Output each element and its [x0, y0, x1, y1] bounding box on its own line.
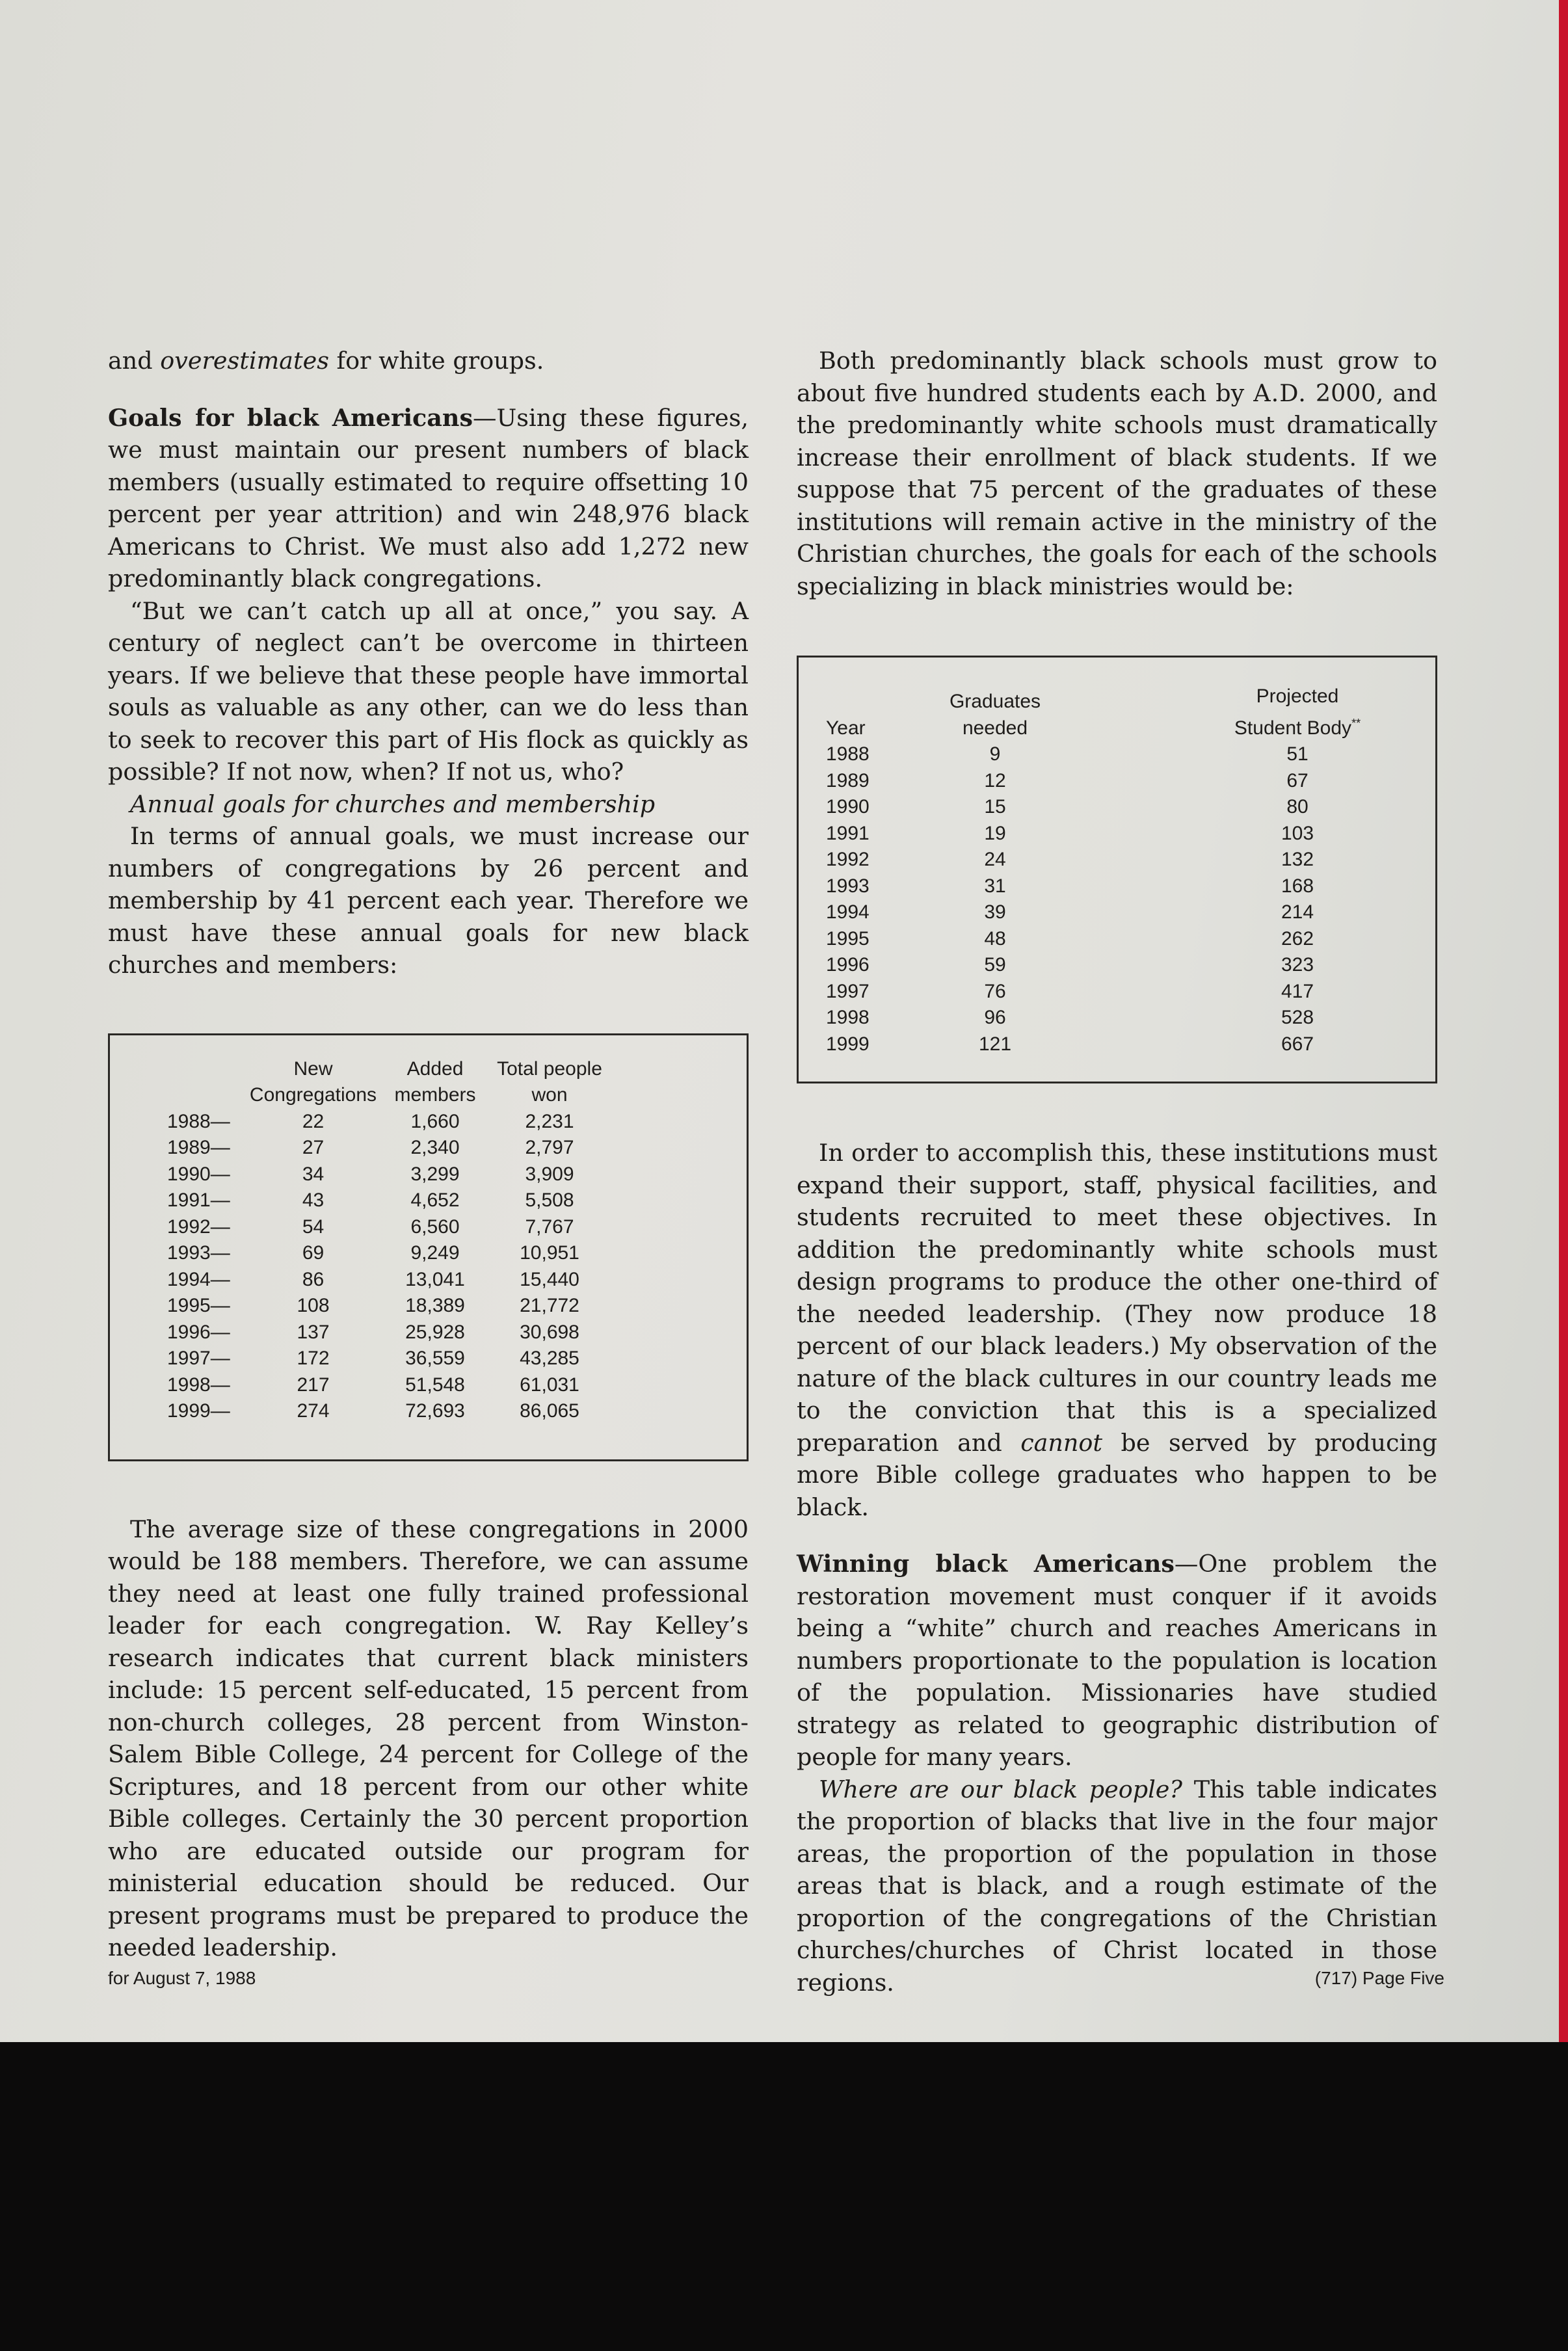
school-row	[799, 741, 1435, 768]
new-congregations-cell: 86	[302, 1268, 325, 1290]
year-header: Year	[826, 717, 866, 739]
intro-paragraph: and overestimates for white groups.	[108, 347, 544, 375]
student-body-cell: 262	[1281, 927, 1314, 950]
congregation-row	[110, 1372, 747, 1399]
graduates-cell: 9	[989, 743, 1001, 765]
congregation-row	[110, 1320, 747, 1346]
school-row	[799, 952, 1435, 979]
total-won-header: Total people won	[497, 1057, 602, 1106]
total-won-cell: 86,065	[520, 1400, 579, 1422]
added-members-cell: 36,559	[405, 1348, 465, 1369]
student-body-cell: 67	[1286, 769, 1309, 791]
total-won-cell: 5,508	[525, 1189, 574, 1211]
graduates-cell: 59	[984, 954, 1006, 976]
catchup-paragraph: “But we can’t catch up all at once,” you say. A century of neglect can’t be overcome in thirteen years. If we believe that these people have immortal souls as valuable as any other, can we do less than to seek to recover this part of His flock as quickly as possible? If not now, when? If not us, who?	[108, 596, 749, 786]
where-paragraph: Where are our black people? This table indicates the proportion of blacks that live in the four major areas, the proportion of the population in those areas that is black, and a rough estimate of the proportion of the congregations of the Christian churches/churches of Christ located in those regions.	[797, 1775, 1437, 1997]
school-row	[799, 899, 1435, 926]
added-members-cell: 51,548	[405, 1374, 465, 1396]
school-row	[799, 979, 1435, 1005]
footnote-mark: **	[1351, 716, 1361, 730]
added-members-cell: 6,560	[410, 1215, 460, 1238]
year-cell: 1992	[826, 849, 870, 870]
total-won-cell: 61,031	[520, 1374, 579, 1396]
footer-page-number: (717) Page Five	[1314, 1968, 1444, 1988]
school-row	[799, 1031, 1435, 1058]
student-body-cell: 103	[1281, 822, 1314, 844]
school-row	[799, 847, 1435, 873]
graduates-cell: 76	[984, 980, 1006, 1002]
new-congregations-cell: 22	[302, 1110, 325, 1132]
graduates-cell: 48	[984, 927, 1006, 950]
added-members-cell: 2,340	[410, 1137, 460, 1158]
added-members-cell: 13,041	[405, 1268, 465, 1290]
added-members-cell: 4,652	[410, 1189, 460, 1211]
added-members-cell: 18,389	[405, 1295, 465, 1316]
congregation-goals-table	[108, 1033, 749, 1461]
winning-heading: Winning black Americans	[797, 1550, 1175, 1578]
right-column	[797, 345, 1437, 1999]
year-cell: 1990—	[167, 1163, 230, 1185]
congregation-row	[110, 1135, 747, 1162]
year-cell: 1998	[826, 1007, 870, 1028]
year-cell: 1993—	[167, 1242, 230, 1264]
graduates-cell: 15	[984, 796, 1006, 817]
total-won-cell: 43,285	[520, 1348, 579, 1369]
year-cell: 1994—	[167, 1268, 230, 1290]
year-header	[167, 1056, 246, 1109]
student-body-header: Projected Student Body**	[1234, 685, 1361, 739]
year-cell: 1995—	[167, 1295, 230, 1316]
congregation-row	[110, 1398, 747, 1425]
year-cell: 1995	[826, 927, 870, 950]
graduates-cell: 39	[984, 901, 1006, 923]
student-body-cell: 323	[1281, 954, 1314, 976]
year-cell: 1999—	[167, 1400, 230, 1422]
student-body-cell: 51	[1286, 743, 1309, 765]
student-body-cell: 667	[1281, 1033, 1314, 1055]
new-congregations-cell: 217	[297, 1374, 330, 1396]
year-cell: 1988—	[167, 1110, 230, 1132]
new-congregations-cell: 69	[302, 1242, 325, 1264]
new-congregations-cell: 34	[302, 1163, 325, 1185]
congregation-row	[110, 1109, 747, 1136]
school-row	[799, 821, 1435, 847]
school-table-body	[799, 741, 1435, 1057]
student-body-cell: 80	[1286, 796, 1309, 817]
year-cell: 1996	[826, 954, 870, 976]
student-body-cell: 132	[1281, 849, 1314, 870]
total-won-cell: 7,767	[525, 1215, 574, 1238]
graduates-cell: 24	[984, 849, 1006, 870]
graduates-cell: 31	[984, 875, 1006, 897]
goals-heading: Goals for black Americans	[108, 403, 473, 432]
student-body-cell: 168	[1281, 875, 1314, 897]
year-cell: 1989	[826, 769, 870, 791]
graduates-cell: 19	[984, 822, 1006, 844]
graduates-cell: 12	[984, 769, 1006, 791]
year-cell: 1993	[826, 875, 870, 897]
annual-subheading: Annual goals for churches and membership	[130, 790, 656, 818]
page-edge	[1559, 0, 1568, 2042]
year-cell: 1991	[826, 822, 870, 844]
congregation-table-body	[110, 1109, 747, 1425]
total-won-cell: 30,698	[520, 1321, 579, 1343]
added-members-cell: 25,928	[405, 1321, 465, 1343]
student-body-cell: 214	[1281, 901, 1314, 923]
year-cell: 1999	[826, 1033, 870, 1055]
total-won-cell: 2,797	[525, 1137, 574, 1158]
new-congregations-cell: 43	[302, 1189, 325, 1211]
goals-paragraph: Goals for black Americans—Using these figures, we must maintain our present numbers of black members (usually estimated to require offsetting 10 percent per year attrition) and win 248,976 black Americans to Christ. We must also add 1,272 new predominantly black congregations.	[108, 403, 749, 592]
congregation-row	[110, 1162, 747, 1188]
new-congregations-cell: 172	[297, 1348, 330, 1369]
year-cell: 1998—	[167, 1374, 230, 1396]
added-members-cell: 9,249	[410, 1242, 460, 1264]
school-row	[799, 794, 1435, 821]
average-size-paragraph: The average size of these congregations in 2000 would be 188 members. Therefore, we can assume they need at least one fully trained professional leader for each congregation. W. Ray Kelley’s research indicates that current black ministers include: 15 percent self-educated, 15 percent from non-church colleges, 28 percent from Winston-Salem Bible College, 24 percent for College of the Scriptures, and 18 percent from our other white Bible colleges. Certainly the 30 percent proportion who are educated outside our program for ministerial education should be reduced. Our present programs must be prepared to produce the needed leadership.	[108, 1515, 749, 1961]
new-congregations-cell: 54	[302, 1215, 325, 1238]
school-goals-table	[797, 656, 1437, 1083]
footer-date: for August 7, 1988	[108, 1968, 256, 1988]
year-cell: 1997	[826, 980, 870, 1002]
added-members-header: Added members	[394, 1057, 476, 1106]
school-row	[799, 768, 1435, 795]
winning-paragraph: Winning black Americans—One problem the restoration movement must conquer if it avoids being a “white” church and reaches Americans in numbers proportionate to the population is location of the population. Missionaries have studied strategy as related to geographic distribution of people for many years.	[797, 1550, 1437, 1771]
graduates-cell: 96	[984, 1007, 1006, 1028]
year-cell: 1989—	[167, 1137, 230, 1158]
new-congregations-cell: 108	[297, 1295, 330, 1316]
year-cell: 1992—	[167, 1215, 230, 1238]
congregation-row	[110, 1188, 747, 1214]
added-members-cell: 1,660	[410, 1110, 460, 1132]
year-cell: 1988	[826, 743, 870, 765]
total-won-cell: 2,231	[525, 1110, 574, 1132]
congregation-row	[110, 1267, 747, 1294]
graduates-header: Graduates needed	[949, 691, 1041, 739]
new-congregations-cell: 27	[302, 1137, 325, 1158]
year-cell: 1991—	[167, 1189, 230, 1211]
left-column	[108, 345, 749, 1964]
graduates-cell: 121	[978, 1033, 1012, 1055]
new-congregations-cell: 274	[297, 1400, 330, 1422]
schools-paragraph: Both predominantly black schools must grow to about five hundred students each by A.D. 2000, and the predominantly white schools must dramatically increase their enrollment of black students. If we suppose that 75 percent of the graduates of these institutions will remain active in the ministry of the Christian churches, the goals for each of the schools specializing in black ministries would be:	[797, 347, 1437, 600]
school-row	[799, 926, 1435, 953]
congregation-row	[110, 1293, 747, 1320]
added-members-cell: 72,693	[405, 1400, 465, 1422]
new-congregations-cell: 137	[297, 1321, 330, 1343]
year-cell: 1997—	[167, 1348, 230, 1369]
congregation-row	[110, 1346, 747, 1372]
accomplish-paragraph: In order to accomplish this, these institutions must expand their support, staff, physical facilities, and students recruited to meet these objectives. In addition the predominantly white schools must design programs to produce the other one-third of the needed leadership. (They now produce 18 percent of our black leaders.) My observation of the nature of the black cultures in our country leads me to the conviction that this is a specialized preparation and cannot be served by producing more Bible college graduates who happen to be black.	[797, 1139, 1437, 1521]
year-cell: 1994	[826, 901, 870, 923]
total-won-cell: 15,440	[520, 1268, 579, 1290]
total-won-cell: 3,909	[525, 1163, 574, 1185]
new-congregations-header: New Congregations	[249, 1057, 377, 1106]
total-won-cell: 21,772	[520, 1295, 579, 1316]
school-row	[799, 873, 1435, 900]
congregation-row	[110, 1214, 747, 1241]
year-cell: 1990	[826, 796, 870, 817]
student-body-cell: 528	[1281, 1007, 1314, 1028]
year-cell: 1996—	[167, 1321, 230, 1343]
congregation-row	[110, 1240, 747, 1267]
total-won-cell: 10,951	[520, 1242, 579, 1264]
added-members-cell: 3,299	[410, 1163, 460, 1185]
annual-paragraph: In terms of annual goals, we must increase our numbers of congregations by 26 percent and membership by 41 percent each year. Therefore we must have these annual goals for new black churches and members:	[108, 822, 749, 979]
school-row	[799, 1005, 1435, 1031]
student-body-cell: 417	[1281, 980, 1314, 1002]
